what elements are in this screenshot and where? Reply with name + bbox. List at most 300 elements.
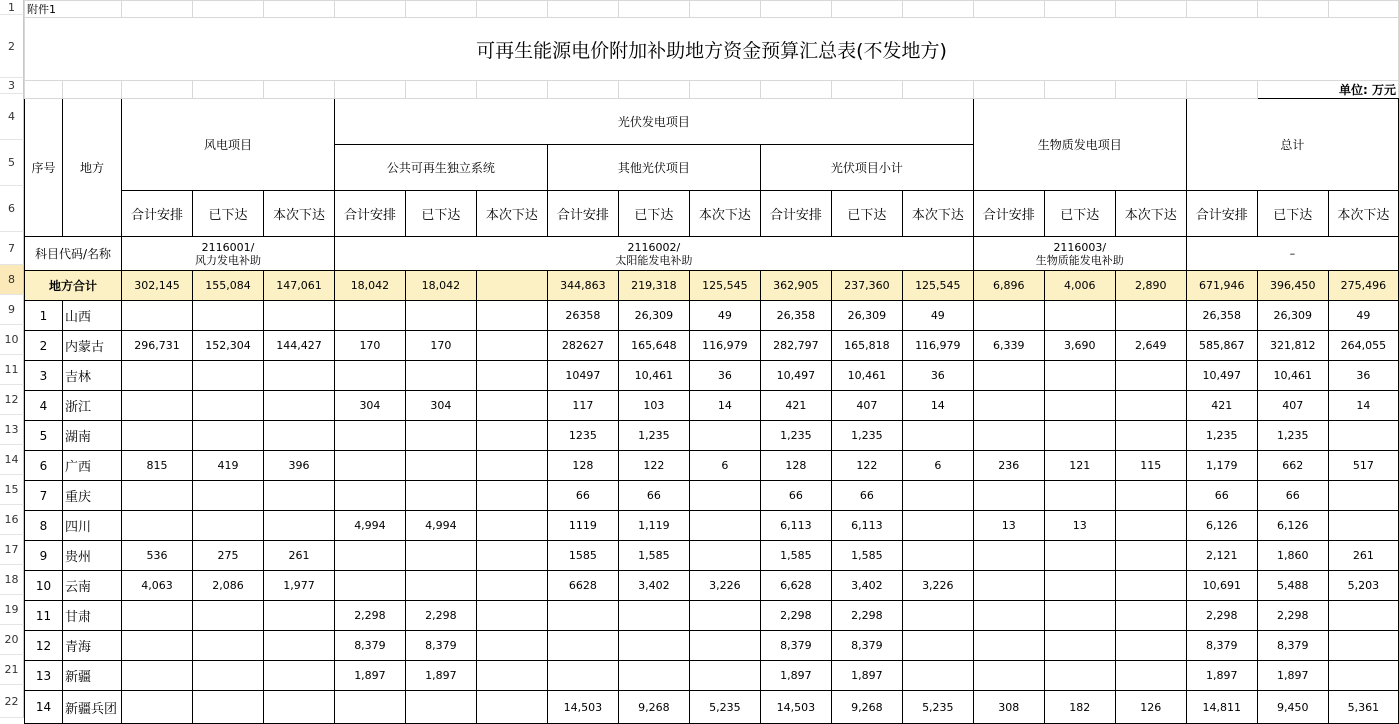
table-row [25, 661, 1399, 691]
row-value [263, 481, 334, 511]
row-value: 6,113 [760, 511, 831, 541]
row-value [1328, 631, 1398, 661]
row-seq: 11 [25, 601, 63, 631]
row-seq: 2 [25, 331, 63, 361]
row-number[interactable]: 7 [0, 232, 24, 265]
row-value: 1,860 [1257, 541, 1328, 571]
row-value: 1,897 [1257, 661, 1328, 691]
row-value: 1,585 [760, 541, 831, 571]
subheader-plan: 合计安排 [122, 191, 193, 237]
row-value [405, 361, 476, 391]
table-row [25, 451, 1399, 481]
row-value [689, 601, 760, 631]
row-value: 815 [122, 451, 193, 481]
header-pv: 光伏发电项目 [334, 99, 973, 145]
subject-bio [973, 237, 1186, 271]
row-value: 26,358 [760, 301, 831, 331]
row-value: 9,268 [618, 691, 689, 724]
row-value: 1,585 [831, 541, 902, 571]
row-value [476, 481, 547, 511]
row-value: 103 [618, 391, 689, 421]
row-value [192, 391, 263, 421]
unit-label: 单位: 万元 [1257, 81, 1398, 99]
row-value: 6 [902, 451, 973, 481]
row-value: 116,979 [689, 331, 760, 361]
row-value [476, 601, 547, 631]
row-value: 115 [1115, 451, 1186, 481]
subheader-plan: 合计安排 [547, 191, 618, 237]
row-value [334, 541, 405, 571]
row-value: 1,235 [618, 421, 689, 451]
row-value: 3,402 [831, 571, 902, 601]
total-value: 147,061 [263, 271, 334, 301]
row-value: 10,461 [1257, 361, 1328, 391]
row-value: 14,811 [1186, 691, 1257, 724]
row-value [263, 301, 334, 331]
row-value [122, 481, 193, 511]
row-region: 湖南 [62, 421, 121, 451]
row-value [689, 481, 760, 511]
row-value [689, 631, 760, 661]
total-value: 125,545 [902, 271, 973, 301]
row-value: 321,812 [1257, 331, 1328, 361]
row-value [973, 601, 1044, 631]
row-number[interactable]: 22 [0, 685, 24, 718]
table-row [25, 571, 1399, 601]
attachment-label: 附件1 [25, 1, 122, 18]
row-value: 1,179 [1186, 451, 1257, 481]
total-value [476, 271, 547, 301]
row-value [192, 421, 263, 451]
row-value [973, 391, 1044, 421]
row-value [618, 631, 689, 661]
header-pv-other: 其他光伏项目 [547, 145, 760, 191]
row-value: 1,897 [760, 661, 831, 691]
subject-total: – [1186, 237, 1398, 271]
row-value: 10497 [547, 361, 618, 391]
row-value [1044, 481, 1115, 511]
row-value: 26,309 [618, 301, 689, 331]
subheader-issued: 已下达 [1044, 191, 1115, 237]
row-value: 5,361 [1328, 691, 1398, 724]
row-value: 2,298 [334, 601, 405, 631]
row-region: 贵州 [62, 541, 121, 571]
row-seq: 12 [25, 631, 63, 661]
subheader-this: 本次下达 [1115, 191, 1186, 237]
row-value [334, 571, 405, 601]
row-value [1115, 481, 1186, 511]
row-value: 421 [760, 391, 831, 421]
row-value: 1,897 [334, 661, 405, 691]
row-value [973, 361, 1044, 391]
total-value: 125,545 [689, 271, 760, 301]
subheader-this: 本次下达 [689, 191, 760, 237]
row-seq: 6 [25, 451, 63, 481]
total-value: 155,084 [192, 271, 263, 301]
total-row [25, 271, 1399, 301]
header-region: 地方 [62, 99, 121, 237]
row-number[interactable]: 9 [0, 295, 24, 325]
row-number[interactable]: 15 [0, 475, 24, 505]
row-value [334, 301, 405, 331]
row-value [902, 601, 973, 631]
row-value [405, 691, 476, 724]
row-value: 6,339 [973, 331, 1044, 361]
row-value [122, 661, 193, 691]
row-value [1115, 511, 1186, 541]
row-value: 1235 [547, 421, 618, 451]
row-value [902, 481, 973, 511]
row-value [973, 421, 1044, 451]
row-number[interactable]: 21 [0, 655, 24, 685]
header-pv-subtotal: 光伏项目小计 [760, 145, 973, 191]
row-seq: 14 [25, 691, 63, 724]
row-value [192, 601, 263, 631]
row-value [973, 571, 1044, 601]
row-value [192, 481, 263, 511]
row-value [263, 391, 334, 421]
row-value: 8,379 [760, 631, 831, 661]
row-number[interactable]: 3 [0, 78, 24, 94]
row-value: 9,450 [1257, 691, 1328, 724]
row-value: 4,994 [334, 511, 405, 541]
row-value [476, 511, 547, 541]
row-value: 308 [973, 691, 1044, 724]
row-value: 6,628 [760, 571, 831, 601]
header-total: 总计 [1186, 99, 1398, 191]
table-row [25, 481, 1399, 511]
row-value [973, 661, 1044, 691]
row-region: 云南 [62, 571, 121, 601]
total-value: 4,006 [1044, 271, 1115, 301]
row-value [1115, 421, 1186, 451]
row-value: 421 [1186, 391, 1257, 421]
row-value: 66 [1186, 481, 1257, 511]
row-value: 8,379 [405, 631, 476, 661]
row-value [1044, 421, 1115, 451]
row-value: 9,268 [831, 691, 902, 724]
row-value: 2,298 [831, 601, 902, 631]
row-value [263, 631, 334, 661]
row-value [902, 541, 973, 571]
row-value [1115, 301, 1186, 331]
row-value: 6,126 [1186, 511, 1257, 541]
row-value: 170 [405, 331, 476, 361]
row-value: 66 [618, 481, 689, 511]
row-value: 5,488 [1257, 571, 1328, 601]
table-row [25, 361, 1399, 391]
row-seq: 7 [25, 481, 63, 511]
row-value: 1,585 [618, 541, 689, 571]
budget-sheet [24, 0, 1399, 724]
row-value [122, 421, 193, 451]
row-value: 14,503 [760, 691, 831, 724]
row-value [1044, 601, 1115, 631]
row-number[interactable]: 10 [0, 325, 24, 355]
row-value [122, 631, 193, 661]
row-value: 2,121 [1186, 541, 1257, 571]
row-value: 1,119 [618, 511, 689, 541]
row-value: 170 [334, 331, 405, 361]
row-value: 2,298 [405, 601, 476, 631]
row-number[interactable]: 8 [0, 265, 24, 295]
row-value [476, 451, 547, 481]
subheader-this: 本次下达 [1328, 191, 1398, 237]
row-number[interactable]: 18 [0, 565, 24, 595]
row-value [1044, 391, 1115, 421]
row-value [192, 661, 263, 691]
row-value [405, 571, 476, 601]
row-seq: 5 [25, 421, 63, 451]
row-value [263, 361, 334, 391]
subheader-plan: 合计安排 [760, 191, 831, 237]
row-region: 甘肃 [62, 601, 121, 631]
row-value: 261 [263, 541, 334, 571]
row-value [689, 511, 760, 541]
row-value [192, 511, 263, 541]
row-value [1115, 361, 1186, 391]
subject-bio-name: 生物质能发电补助 [1035, 253, 1124, 267]
row-number[interactable]: 4 [0, 94, 24, 140]
row-value: 1,897 [1186, 661, 1257, 691]
row-value: 4,994 [405, 511, 476, 541]
table-row [25, 421, 1399, 451]
row-value: 10,461 [618, 361, 689, 391]
total-value: 18,042 [405, 271, 476, 301]
row-region: 青海 [62, 631, 121, 661]
row-value [405, 421, 476, 451]
total-value: 2,890 [1115, 271, 1186, 301]
total-value: 219,318 [618, 271, 689, 301]
row-value: 128 [760, 451, 831, 481]
row-value: 36 [1328, 361, 1398, 391]
row-value [334, 451, 405, 481]
row-value [1044, 661, 1115, 691]
row-value: 26,358 [1186, 301, 1257, 331]
row-value [476, 541, 547, 571]
row-value [1328, 661, 1398, 691]
row-value [902, 511, 973, 541]
row-value: 10,691 [1186, 571, 1257, 601]
row-value [263, 661, 334, 691]
row-value: 165,818 [831, 331, 902, 361]
row-seq: 8 [25, 511, 63, 541]
row-value: 1,235 [760, 421, 831, 451]
subject-pv [334, 237, 973, 271]
row-value: 236 [973, 451, 1044, 481]
row-value: 66 [1257, 481, 1328, 511]
row-value [334, 481, 405, 511]
row-value [618, 601, 689, 631]
row-value: 6,113 [831, 511, 902, 541]
row-value: 14 [1328, 391, 1398, 421]
subject-wind-code: 2116001/ [201, 240, 255, 254]
row-value [263, 601, 334, 631]
total-label: 地方合计 [25, 271, 122, 301]
row-number[interactable]: 11 [0, 355, 24, 385]
row-region: 重庆 [62, 481, 121, 511]
row-value: 8,379 [1186, 631, 1257, 661]
row-value [476, 331, 547, 361]
row-value: 264,055 [1328, 331, 1398, 361]
row-value [973, 631, 1044, 661]
row-region: 山西 [62, 301, 121, 331]
row-value: 517 [1328, 451, 1398, 481]
row-value [902, 421, 973, 451]
row-value [547, 601, 618, 631]
row-value [122, 601, 193, 631]
header-pv-public: 公共可再生独立系统 [334, 145, 547, 191]
row-value: 261 [1328, 541, 1398, 571]
row-value [476, 301, 547, 331]
row-value [1044, 541, 1115, 571]
row-value [334, 361, 405, 391]
table-row [25, 601, 1399, 631]
row-value: 282,797 [760, 331, 831, 361]
row-value: 282627 [547, 331, 618, 361]
row-value [122, 511, 193, 541]
row-value [334, 691, 405, 724]
row-number[interactable]: 2 [0, 15, 24, 78]
row-seq: 3 [25, 361, 63, 391]
row-value: 1,235 [831, 421, 902, 451]
row-value: 2,649 [1115, 331, 1186, 361]
row-value: 122 [618, 451, 689, 481]
table-row [25, 631, 1399, 661]
row-value: 128 [547, 451, 618, 481]
row-value [192, 631, 263, 661]
row-value: 122 [831, 451, 902, 481]
table-row [25, 331, 1399, 361]
row-number[interactable]: 17 [0, 535, 24, 565]
row-value: 10,497 [1186, 361, 1257, 391]
row-value: 14,503 [547, 691, 618, 724]
row-value [973, 301, 1044, 331]
subheader-issued: 已下达 [618, 191, 689, 237]
table-row [25, 691, 1399, 724]
row-number[interactable]: 14 [0, 445, 24, 475]
row-value [1115, 601, 1186, 631]
total-value: 6,896 [973, 271, 1044, 301]
row-value: 49 [902, 301, 973, 331]
row-number[interactable]: 16 [0, 505, 24, 535]
row-value: 2,298 [1257, 601, 1328, 631]
row-region: 新疆兵团 [62, 691, 121, 724]
subheader-plan: 合计安排 [1186, 191, 1257, 237]
row-seq: 4 [25, 391, 63, 421]
row-value [1044, 301, 1115, 331]
row-value [263, 691, 334, 724]
row-value [1115, 661, 1186, 691]
row-value: 585,867 [1186, 331, 1257, 361]
row-region: 浙江 [62, 391, 121, 421]
row-value: 407 [831, 391, 902, 421]
row-number[interactable]: 13 [0, 415, 24, 445]
subheader-this: 本次下达 [476, 191, 547, 237]
row-value: 165,648 [618, 331, 689, 361]
row-number[interactable]: 6 [0, 186, 24, 232]
subheader-issued: 已下达 [1257, 191, 1328, 237]
table-row [25, 391, 1399, 421]
row-value: 662 [1257, 451, 1328, 481]
subject-bio-code: 2116003/ [1053, 240, 1107, 254]
row-value: 5,235 [689, 691, 760, 724]
row-number[interactable]: 19 [0, 595, 24, 625]
row-value [476, 661, 547, 691]
row-value [973, 481, 1044, 511]
row-value [476, 631, 547, 661]
row-number[interactable]: 20 [0, 625, 24, 655]
row-value: 8,379 [831, 631, 902, 661]
row-value [1115, 391, 1186, 421]
row-value: 66 [760, 481, 831, 511]
row-value: 10,461 [831, 361, 902, 391]
row-region: 四川 [62, 511, 121, 541]
row-value [1115, 571, 1186, 601]
row-value: 26358 [547, 301, 618, 331]
total-value: 362,905 [760, 271, 831, 301]
row-value: 1,897 [405, 661, 476, 691]
row-value: 152,304 [192, 331, 263, 361]
row-value [1328, 601, 1398, 631]
row-value: 144,427 [263, 331, 334, 361]
row-value: 6628 [547, 571, 618, 601]
row-number[interactable]: 1 [0, 0, 24, 15]
page-title: 可再生能源电价附加补助地方资金预算汇总表(不发地方) [25, 18, 1399, 81]
row-value [547, 631, 618, 661]
row-seq: 1 [25, 301, 63, 331]
row-value [689, 541, 760, 571]
row-number[interactable]: 5 [0, 140, 24, 186]
row-value: 419 [192, 451, 263, 481]
header-seq: 序号 [25, 99, 63, 237]
subject-label: 科目代码/名称 [25, 237, 122, 271]
row-value: 10,497 [760, 361, 831, 391]
row-value: 66 [547, 481, 618, 511]
row-value [122, 361, 193, 391]
row-value: 14 [902, 391, 973, 421]
header-bio: 生物质发电项目 [973, 99, 1186, 191]
row-value: 121 [1044, 451, 1115, 481]
row-value: 275 [192, 541, 263, 571]
row-value: 296,731 [122, 331, 193, 361]
row-region: 内蒙古 [62, 331, 121, 361]
row-value: 304 [334, 391, 405, 421]
total-value: 302,145 [122, 271, 193, 301]
row-value [405, 541, 476, 571]
row-region: 吉林 [62, 361, 121, 391]
row-value: 66 [831, 481, 902, 511]
row-value: 1,977 [263, 571, 334, 601]
row-value [902, 661, 973, 691]
total-value: 275,496 [1328, 271, 1398, 301]
row-value: 2,298 [1186, 601, 1257, 631]
row-value [547, 661, 618, 691]
column-subheaders [25, 191, 1399, 237]
row-value [263, 511, 334, 541]
total-value: 18,042 [334, 271, 405, 301]
row-value [476, 361, 547, 391]
row-value: 49 [1328, 301, 1398, 331]
subheader-issued: 已下达 [405, 191, 476, 237]
row-number[interactable]: 12 [0, 385, 24, 415]
total-value: 237,360 [831, 271, 902, 301]
row-value: 304 [405, 391, 476, 421]
row-value [192, 361, 263, 391]
subheader-this: 本次下达 [263, 191, 334, 237]
row-value: 1,235 [1186, 421, 1257, 451]
row-value [1328, 421, 1398, 451]
